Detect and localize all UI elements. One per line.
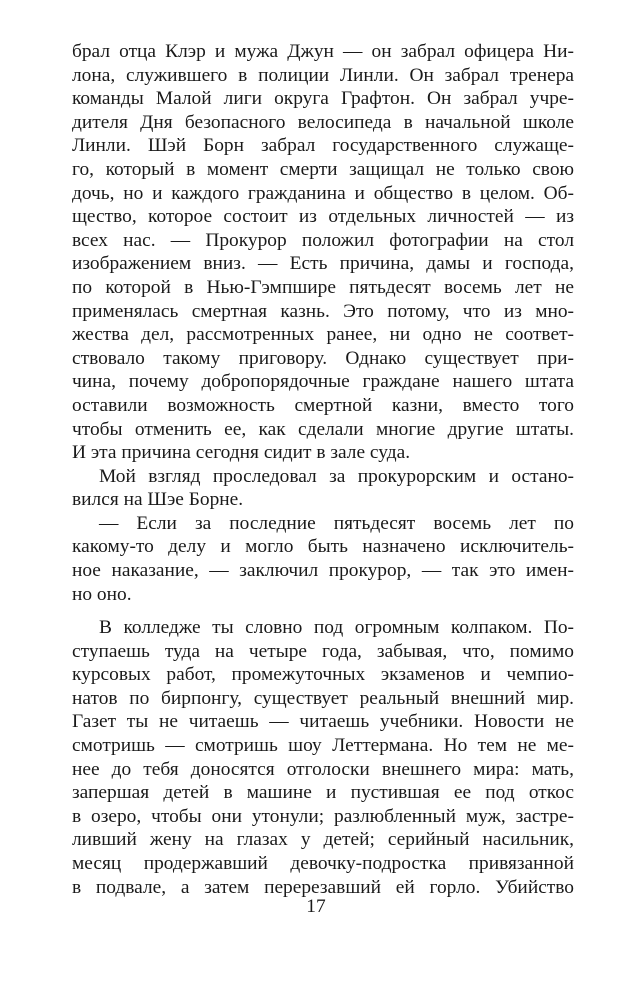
text-line: но оно.: [72, 583, 132, 605]
text-line: курсовых работ, промежуточных экзаменов и чемпио-: [72, 664, 574, 686]
text-line: Газет ты не читаешь — читаешь учебники. Новости не: [72, 711, 574, 733]
text-line: жества дел, рассмотренных ранее, ни одно не соответ-: [72, 324, 574, 346]
text-line: в подвале, а затем перерезавший ей горло. Убийство: [72, 876, 574, 898]
text-line: какому-то делу и могло быть назначено исключитель-: [72, 536, 574, 558]
text-line: Мой взгляд проследовал за прокурорским и остано-: [99, 465, 574, 487]
text-line: — Если за последние пятьдесят восемь лет по: [99, 512, 574, 534]
text-line: ствовало такому приговору. Однако существует при-: [72, 347, 574, 369]
text-line: в озеро, чтобы они утонули; разлюбленный муж, застре-: [72, 805, 574, 827]
text-line: натов по бирпонгу, существует реальный внешний мир.: [72, 687, 574, 709]
text-line: запершая детей в машине и пустившая ее под откос: [72, 782, 574, 804]
text-line: го, который в момент смерти защищал не только свою: [72, 158, 574, 180]
text-line: нее до тебя доносятся отголоски внешнего мира: мать,: [72, 758, 574, 780]
text-line: вился на Шэе Борне.: [72, 489, 244, 511]
text-line: месяц продержавший девочку-подростка привязанной: [72, 852, 574, 874]
text-line: смотришь — смотришь шоу Леттермана. Но тем не ме-: [72, 734, 574, 756]
text-line: чтобы отменить ее, как сделали многие другие штаты.: [72, 418, 574, 440]
text-line: ливший жену на глазах у детей; серийный насильник,: [72, 829, 574, 851]
text-line: брал отца Клэр и мужа Джун — он забрал офицера Ни-: [72, 41, 574, 62]
text-line: изображением вниз. — Есть причина, дамы и господа,: [72, 253, 574, 275]
text-block-college: [72, 616, 574, 899]
text-line: команды Малой лиги округа Графтон. Он забрал учре-: [72, 88, 574, 110]
text-line: оставили возможность смертной казни, вместо того: [72, 394, 574, 416]
page-number: 17: [306, 896, 326, 917]
text-line: И эта причина сегодня сидит в зале суда.: [72, 442, 411, 464]
text-line: Линли. Шэй Борн забрал государственного служаще-: [72, 135, 574, 157]
text-line: по которой в Нью-Гэмпшире пятьдесят восемь лет не: [72, 276, 574, 298]
text-line: всех нас. — Прокурор положил фотографии на стол: [72, 229, 574, 251]
text-block-trial-scene: [72, 40, 574, 606]
text-line: лона, служившего в полиции Линли. Он забрал тренера: [72, 64, 574, 86]
text-line: ное наказание, — заключил прокурор, — так это имен-: [72, 560, 574, 582]
text-line: чина, почему добропорядочные граждане нашего штата: [72, 371, 574, 393]
text-line: ступаешь туда на четыре года, забывая, что, помимо: [72, 640, 574, 662]
text-line: В колледже ты словно под огромным колпаком. По-: [99, 617, 574, 638]
text-line: щество, которое состоит из отдельных личностей — из: [72, 206, 574, 228]
text-line: дочь, но и каждого гражданина и общество в целом. Об-: [72, 182, 574, 204]
text-line: применялась смертная казнь. Это потому, что из мно-: [72, 300, 574, 322]
text-line: дителя Дня безопасного велосипеда в начальной школе: [72, 111, 574, 133]
